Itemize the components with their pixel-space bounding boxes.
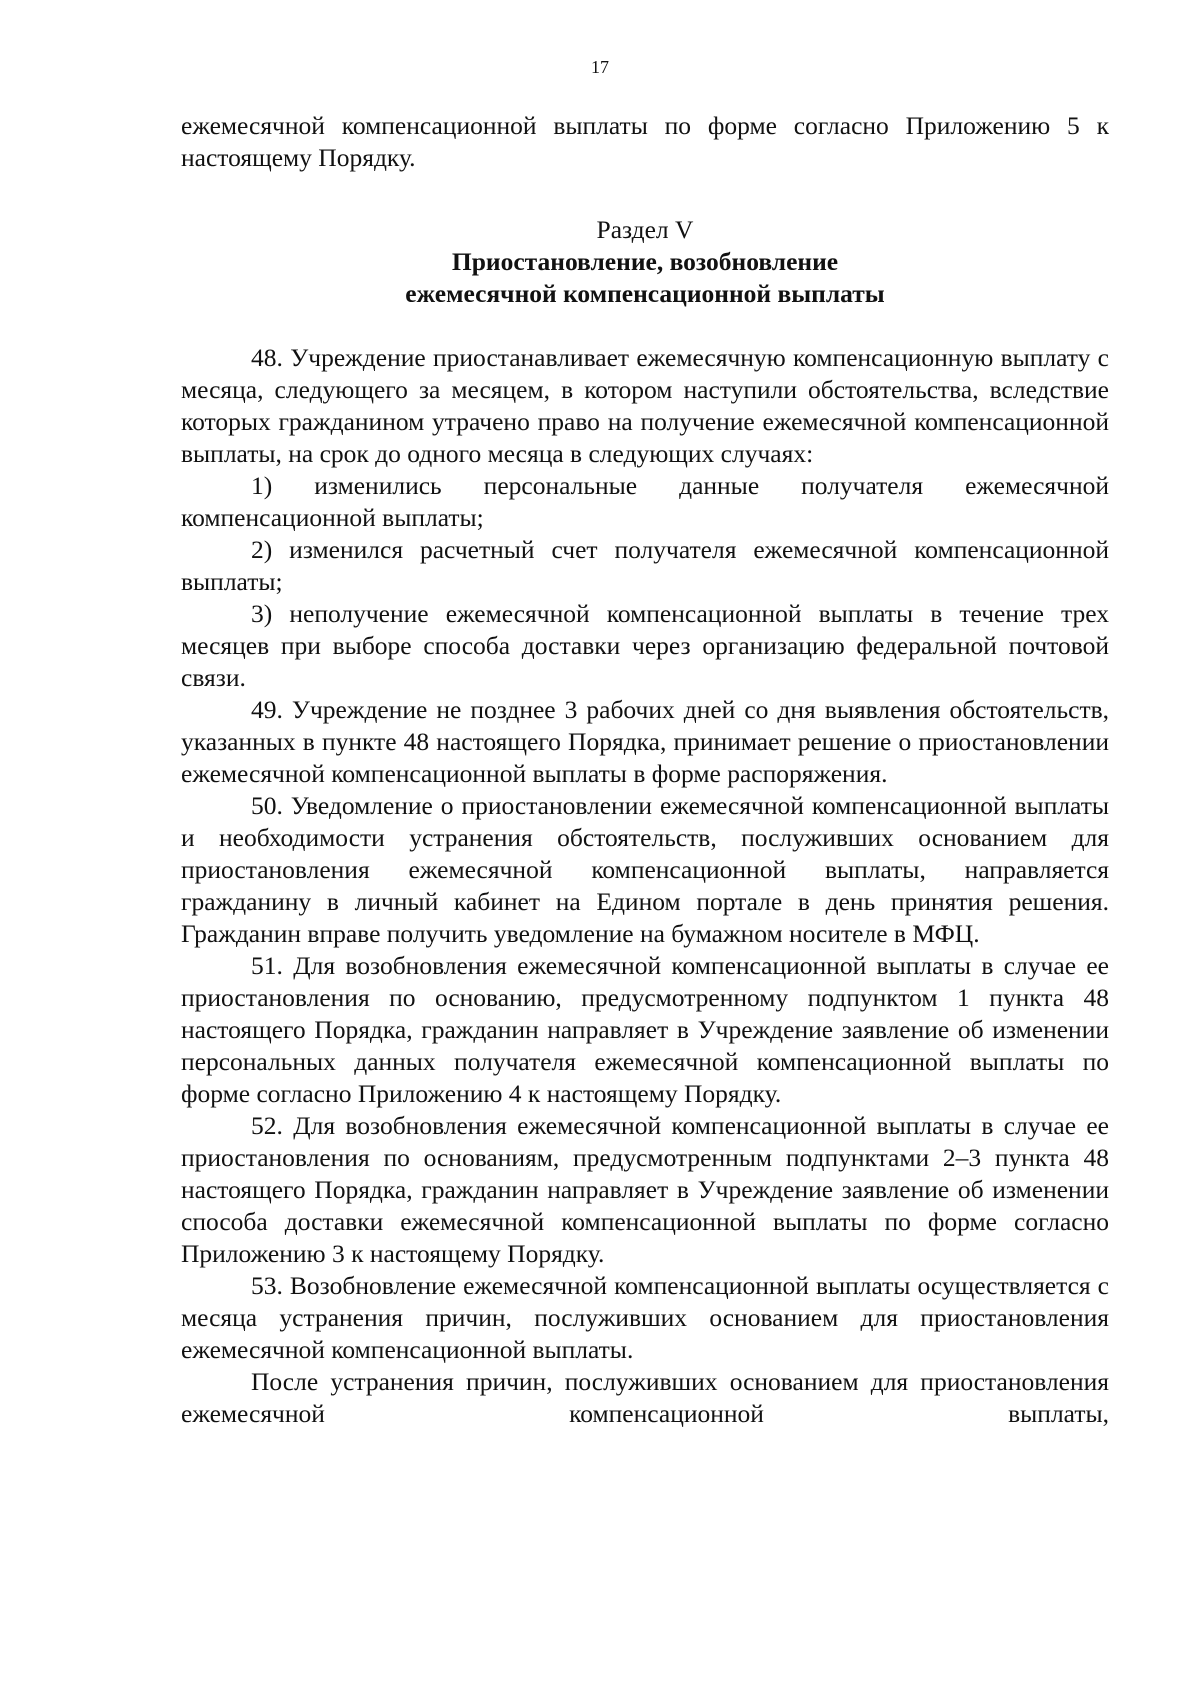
paragraph-53: 53. Возобновление ежемесячной компенсационной выплаты осуществляется с месяца устранения причин, послуживших основанием для приостановления ежемесячной компенсационной выплаты. [181, 1271, 1109, 1364]
document-body [181, 110, 1109, 1430]
page-number: 17 [591, 57, 609, 77]
intro-paragraph: ежемесячной компенсационной выплаты по форме согласно Приложению 5 к настоящему Порядку. [181, 111, 1109, 172]
paragraph-52: 52. Для возобновления ежемесячной компенсационной выплаты в случае ее приостановления по основаниям, предусмотренным подпунктами 2–3 пункта 48 настоящего Порядка, гражданин направляет в Учреждение заявление об изменении способа доставки ежемесячной компенсационной выплаты по форме согласно Приложению 3 к настоящему Порядку. [181, 1111, 1109, 1268]
paragraph-49: 49. Учреждение не позднее 3 рабочих дней со дня выявления обстоятельств, указанных в пункте 48 настоящего Порядка, принимает решение о приостановлении ежемесячной компенсационной выплаты в форме распоряжения. [181, 695, 1109, 788]
paragraph-51: 51. Для возобновления ежемесячной компенсационной выплаты в случае ее приостановления по основанию, предусмотренному подпунктом 1 пункта 48 настоящего Порядка, гражданин направляет в Учреждение заявление об изменении персональных данных получателя ежемесячной компенсационной выплаты по форме согласно Приложению 4 к настоящему Порядку. [181, 951, 1109, 1108]
section-spacer [181, 310, 1109, 342]
paragraph-50: 50. Уведомление о приостановлении ежемесячной компенсационной выплаты и необходимости устранения обстоятельств, послуживших основанием для приостановления ежемесячной компенсационной выплаты, направляется гражданину в личный кабинет на Едином портале в день принятия решения. Гражданин вправе получить уведомление на бумажном носителе в МФЦ. [181, 791, 1109, 948]
paragraph-48-item-1: 1) изменились персональные данные получателя ежемесячной компенсационной выплаты; [181, 471, 1109, 532]
section-title-line-1: Приостановление, возобновление [451, 247, 839, 276]
paragraph-48-item-3: 3) неполучение ежемесячной компенсационной выплаты в течение трех месяцев при выборе способа доставки через организацию федеральной почтовой связи. [181, 599, 1109, 692]
section-label: Раздел V [596, 215, 694, 244]
section-title-line-2: ежемесячной компенсационной выплаты [405, 279, 885, 308]
paragraph-48-item-2: 2) изменился расчетный счет получателя ежемесячной компенсационной выплаты; [181, 535, 1109, 596]
paragraph-after-53: После устранения причин, послуживших основанием для приостановления ежемесячной компенсационной выплаты, [181, 1367, 1109, 1428]
paragraph-48: 48. Учреждение приостанавливает ежемесячную компенсационную выплату с месяца, следующего за месяцем, в котором наступили обстоятельства, вследствие которых гражданином утрачено право на получение ежемесячной компенсационной выплаты, на срок до одного месяца в следующих случаях: [181, 343, 1109, 468]
